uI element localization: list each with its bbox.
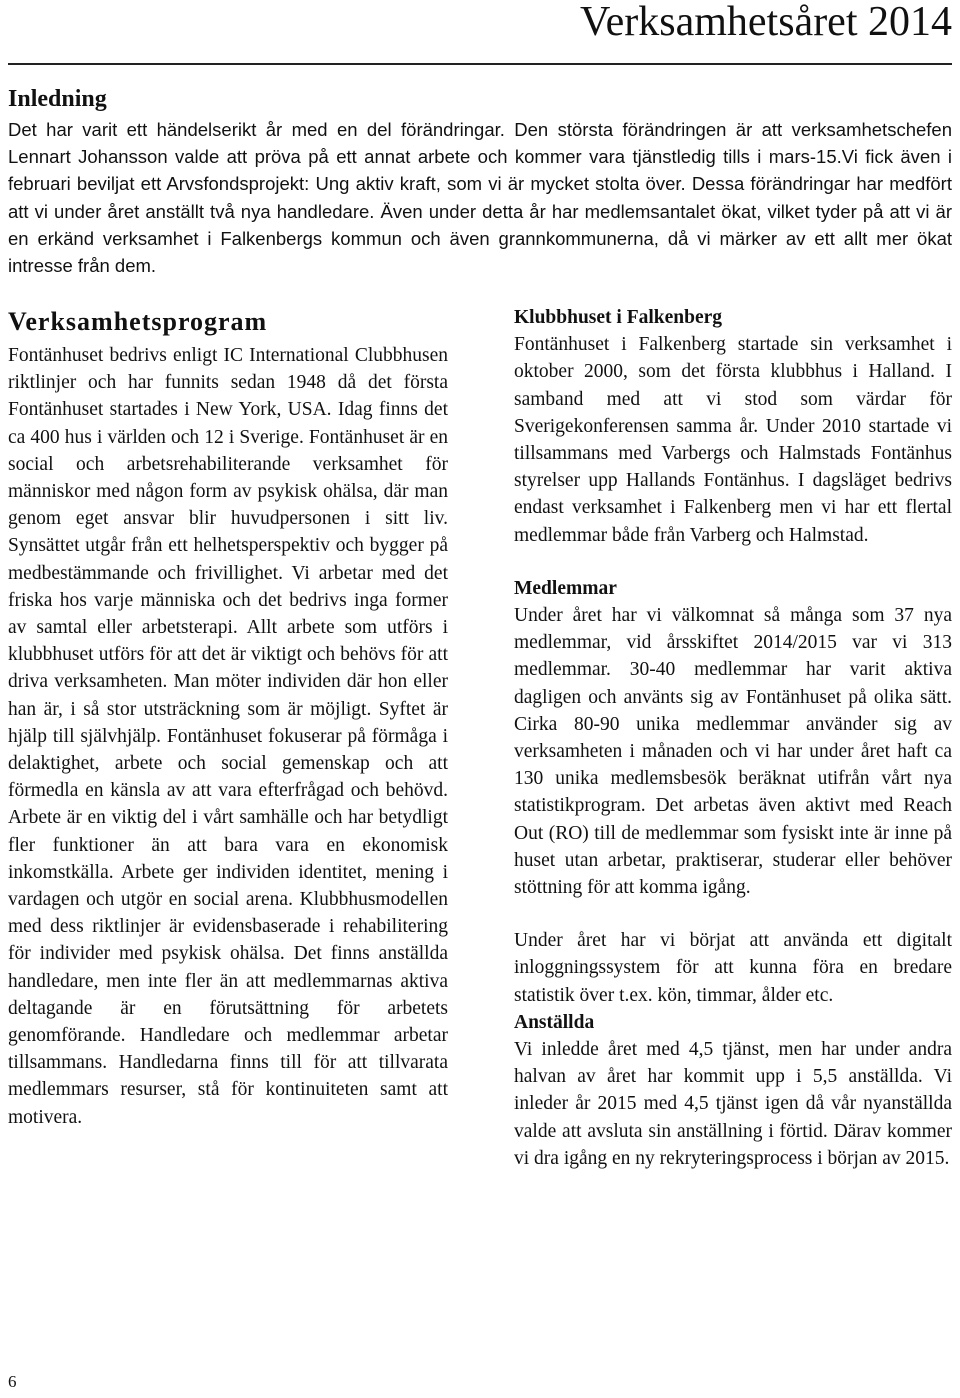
program-paragraph: Fontänhuset bedrivs enligt IC International Clubbhusen riktlinjer och har funnits sedan 1948 då det första Fontänhuset startades i New York, USA. Idag finns det ca 400 hus i världen och 12 i Sverige. Fontänhuset är en social och arbetsrehabiliterande verksamhet för människor med någon form av psykisk ohälsa, där man genom eget ansvar blir huvudpersonen i sitt liv. Synsättet utgår från ett helhetsperspektiv och bygger på medbestämmande och frivillighet. Vi arbetar med det friska hos varje människa och det bedrivs inga former av samtal eller arbetsterapi. Allt arbete som utförs i klubbhuset utförs för att det är viktigt och behövs för att driva verksamheten. Man möter individen där hon eller han är, i så stor utsträckning som är möjligt. Syftet är hjälp till självhjälp. Fontänhuset fokuserar på förmåga i delaktighet, arbete och social gemenskap och att förmedla en känsla av att vara efterfrågad och behövd. Arbete är en viktig del i vårt samhälle och har betydligt fler funktioner än att bara vara en ekonomisk inkomstkälla. Arbete ger individen identitet, mening i vardagen och utgör en social arena. Klubbhusmodellen med dess riktlinjer är evidensbaserade i rehabilitering för individer med psykisk ohälsa. Det finns anställda handledare, men inte fler än att medlemmarnas aktiva deltagande är en förutsättning för arbetets genomförande. Handledare och medlemmar arbetar tillsammans. Handledarna finns till för att tillvarata medlemmars resurser, stå för kontinuiteten samt att motivera. <box>8 345 448 1128</box>
clubhouse-heading: Klubbhuset i Falkenberg <box>514 307 723 328</box>
members-paragraph-2: Under året har vi börjat att använda ett digitalt inloggningssystem för att kunna föra en bredare statistik över t.ex. kön, timmar, ålder etc. <box>514 930 952 1006</box>
staff-heading: Anställda <box>514 1011 595 1033</box>
intro-section <box>8 82 952 279</box>
page-title: Verksamhetsåret 2014 <box>579 0 952 45</box>
title-divider <box>8 63 952 65</box>
clubhouse-paragraph: Fontänhuset i Falkenberg startade sin verksamhet i oktober 2000, som det första klubbhus i Halland. I samband med att vi stod som värdar för Sverigekonferensen samma år. Under 2010 startade vi tillsammans med Varbergs och Halmstads Fontänhus styrelser upp Hallands Fontänhus. I dagsläget bedrivs endast verksamhet i Falkenberg men vi har ett flertal medlemmar både från Varberg och Halmstad. <box>514 334 952 546</box>
members-section <box>514 575 952 1009</box>
page-number: 6 <box>8 1372 17 1391</box>
section-spacer <box>514 549 952 575</box>
paragraph-spacer <box>514 901 952 927</box>
program-heading: Verksamhetsprogram <box>8 307 268 336</box>
clubhouse-section <box>514 304 952 549</box>
intro-paragraph: Det har varit ett händelserikt år med en del förändringar. Den största förändringen är att verksamhetschefen Lennart Johansson valde att pröva på ett annat arbete och kommer vara tjänstledig tills i mars-15.Vi fick även i februari beviljat ett Arvsfondsprojekt: Ung aktiv kraft, som vi är mycket stolta över. Dessa förändringar har medfört att vi under året anställt två nya handledare. Även under detta år har medlemsantalet ökat, vilket tyder på att vi är en erkänd verksamhet i Falkenbergs kommun och även grannkommunerna, då vi märker av ett allt mer ökat intresse från dem. <box>8 119 952 277</box>
staff-section <box>514 1009 952 1172</box>
right-column <box>514 304 952 1172</box>
program-section <box>8 302 448 1131</box>
intro-heading: Inledning <box>8 86 107 112</box>
staff-paragraph: Vi inledde året med 4,5 tjänst, men har under andra halvan av året har kommit upp i 5,5 anställda. Vi inleder år 2015 med 4,5 tjänst igen då vår nyanställda valde att avsluta sin anställning i förtid. Därav kommer vi dra igång en ny rekryteringsprocess i början av 2015. <box>514 1039 952 1169</box>
members-heading: Medlemmar <box>514 577 617 599</box>
members-paragraph: Under året har vi välkomnat så många som 37 nya medlemmar, vid årsskiftet 2014/2015 var vi 313 medlemmar. 30-40 medlemmar har varit aktiva dagligen och använts sig av Fontänhuset på olika sätt. Cirka 80-90 unika medlemmar använder sig av verksamheten i månaden och vi har under året haft ca 130 unika medlemsbesök beräknat utifrån vårt nya statistikprogram. Det arbetas även aktivt med Reach Out (RO) till de medlemmar som fysiskt inte är inne på huset utan arbetar, praktiserar, studerar eller behöver stöttning för att komma igång. <box>514 605 952 899</box>
